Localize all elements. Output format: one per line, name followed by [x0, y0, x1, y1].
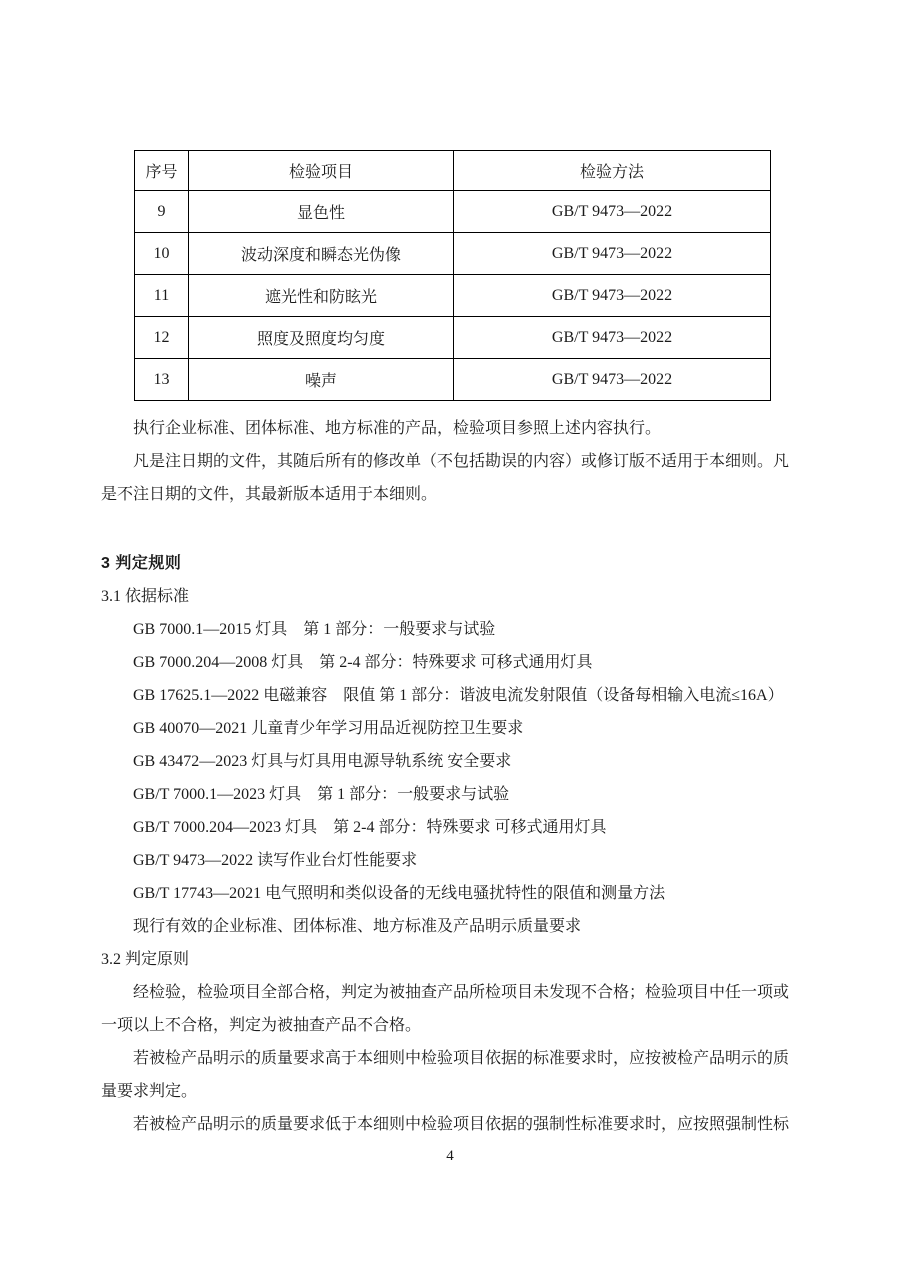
standard-list-item: 现行有效的企业标准、团体标准、地方标准及产品明示质量要求 — [133, 918, 582, 935]
standard-list-item: GB/T 7000.204—2023 灯具 第 2-4 部分：特殊要求 可移式通用灯具 — [133, 819, 607, 836]
standard-list-item: GB 17625.1—2022 电磁兼容 限值 第 1 部分：谐波电流发射限值（设备每相输入电流≤16A） — [133, 687, 784, 704]
inspection-items-table — [134, 150, 771, 401]
judgment-paragraph-line: 经检验，检验项目全部合格，判定为被抽查产品所检项目未发现不合格；检验项目中任一项或 — [133, 984, 790, 1001]
header-cell-item: 检验项目 — [189, 151, 454, 191]
standard-list-item: GB/T 7000.1—2023 灯具 第 1 部分：一般要求与试验 — [133, 786, 510, 803]
judgment-paragraph-line: 一项以上不合格，判定为被抽查产品不合格。 — [101, 1017, 422, 1034]
cell-item: 波动深度和瞬态光伪像 — [189, 233, 454, 275]
note-paragraph-line: 执行企业标准、团体标准、地方标准的产品，检验项目参照上述内容执行。 — [133, 420, 662, 437]
judgment-paragraph-line: 若被检产品明示的质量要求高于本细则中检验项目依据的标准要求时，应按被检产品明示的质 — [133, 1050, 790, 1067]
standard-list-item: GB 7000.204—2008 灯具 第 2-4 部分：特殊要求 可移式通用灯具 — [133, 654, 593, 671]
cell-no: 11 — [135, 275, 189, 317]
standard-list-item: GB/T 9473—2022 读写作业台灯性能要求 — [133, 852, 418, 869]
document-body — [101, 412, 831, 1141]
header-cell-no: 序号 — [135, 151, 189, 191]
page-number: 4 — [446, 1148, 454, 1164]
table-row — [135, 275, 771, 317]
cell-method: GB/T 9473—2022 — [454, 275, 771, 317]
standard-list-item: GB 7000.1—2015 灯具 第 1 部分：一般要求与试验 — [133, 621, 496, 638]
cell-method: GB/T 9473—2022 — [454, 359, 771, 401]
cell-method: GB/T 9473—2022 — [454, 233, 771, 275]
table-row — [135, 317, 771, 359]
header-cell-method: 检验方法 — [454, 151, 771, 191]
note-paragraph-line: 凡是注日期的文件，其随后所有的修改单（不包括勘误的内容）或修订版不适用于本细则。凡 — [133, 453, 790, 470]
table-header-row — [135, 151, 771, 191]
table-row — [135, 359, 771, 401]
judgment-paragraph-line: 量要求判定。 — [101, 1083, 198, 1100]
table-row — [135, 233, 771, 275]
standard-list-item: GB/T 17743—2021 电气照明和类似设备的无线电骚扰特性的限值和测量方法 — [133, 885, 666, 902]
note-paragraph-line: 是不注日期的文件，其最新版本适用于本细则。 — [101, 486, 438, 503]
cell-item: 照度及照度均匀度 — [189, 317, 454, 359]
cell-no: 9 — [135, 191, 189, 233]
table-row — [135, 191, 771, 233]
cell-item: 显色性 — [189, 191, 454, 233]
cell-no: 13 — [135, 359, 189, 401]
cell-no: 10 — [135, 233, 189, 275]
cell-no: 12 — [135, 317, 189, 359]
cell-method: GB/T 9473—2022 — [454, 191, 771, 233]
section-3-1-title: 3.1 依据标准 — [101, 588, 190, 605]
judgment-paragraph-line: 若被检产品明示的质量要求低于本细则中检验项目依据的强制性标准要求时，应按照强制性标 — [133, 1116, 790, 1133]
cell-item: 遮光性和防眩光 — [189, 275, 454, 317]
cell-item: 噪声 — [189, 359, 454, 401]
standard-list-item: GB 40070—2021 儿童青少年学习用品近视防控卫生要求 — [133, 720, 524, 737]
section-3-2-title: 3.2 判定原则 — [101, 951, 190, 968]
standard-list-item: GB 43472—2023 灯具与灯具用电源导轨系统 安全要求 — [133, 753, 512, 770]
section-3-heading: 3 判定规则 — [101, 555, 182, 572]
cell-method: GB/T 9473—2022 — [454, 317, 771, 359]
